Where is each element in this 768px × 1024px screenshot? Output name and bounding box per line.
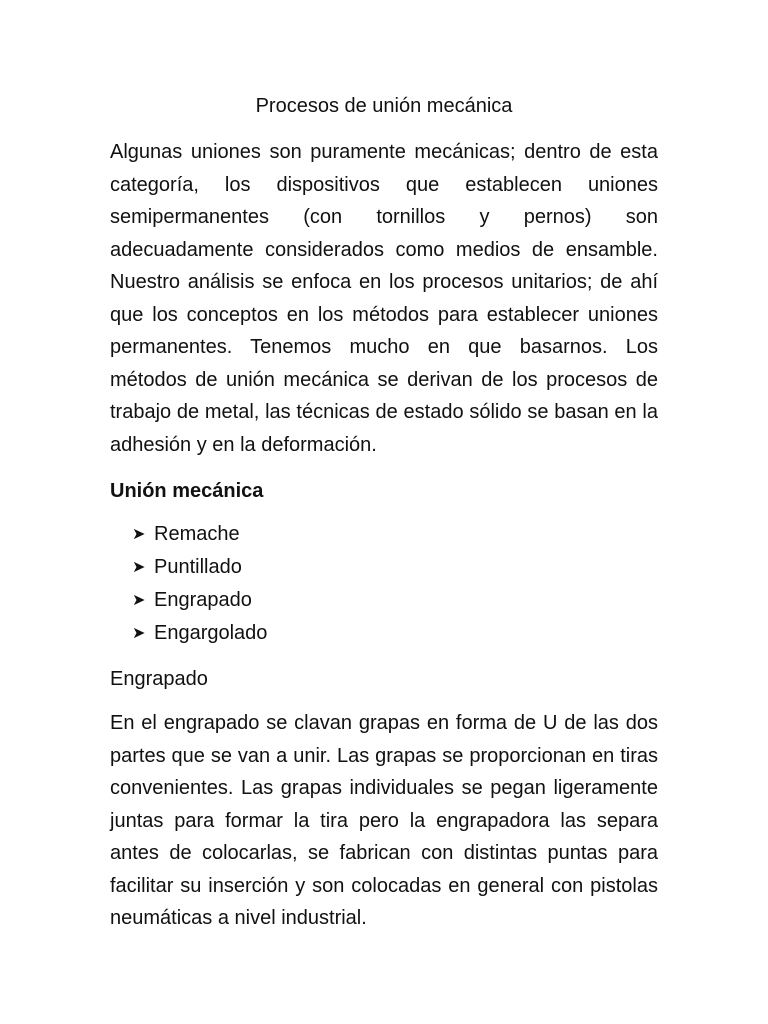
body-paragraph: En el engrapado se clavan grapas en forma de U de las dos partes que se van a unir. Las grapas se proporcionan en tiras convenientes. Las grapas individuales se pegan ligeramente juntas para formar la tira pero la engrapadora las separa antes de colocarlas, se fabrican con distintas puntas para facilitar su inserción y son colocadas en general con pistolas neumáticas a nivel industrial. [110,712,658,929]
list-item [132,551,267,584]
intro-paragraph: Algunas uniones son puramente mecánicas; dentro de esta categoría, los dispositivos que establecen uniones semipermanentes (con tornillos y pernos) son adecuadamente considerados como medios de ensamble. Nuestro análisis se enfoca en los procesos unitarios; de ahí que los conceptos en los métodos para establecer uniones permanentes. Tenemos mucho en que basarnos. Los métodos de unión mecánica se derivan de los procesos de trabajo de metal, las técnicas de estado sólido se basan en la adhesión y en la deformación. [110,141,658,456]
list-item [132,584,267,617]
list-item-label: Remache [154,523,240,545]
arrowhead-bullet-icon: ➤ [132,625,146,642]
list-item [132,617,267,650]
arrowhead-bullet-icon: ➤ [132,559,146,576]
arrowhead-bullet-icon: ➤ [132,592,146,609]
list-item [132,518,267,551]
bullet-list [132,518,267,650]
document-title: Procesos de unión mecánica [255,95,513,117]
section-heading: Engrapado [110,668,208,690]
section-subheading: Unión mecánica [110,480,264,502]
list-item-label: Engrapado [154,589,252,611]
arrowhead-bullet-icon: ➤ [132,526,146,543]
list-item-label: Puntillado [154,556,242,578]
list-item-label: Engargolado [154,622,268,644]
